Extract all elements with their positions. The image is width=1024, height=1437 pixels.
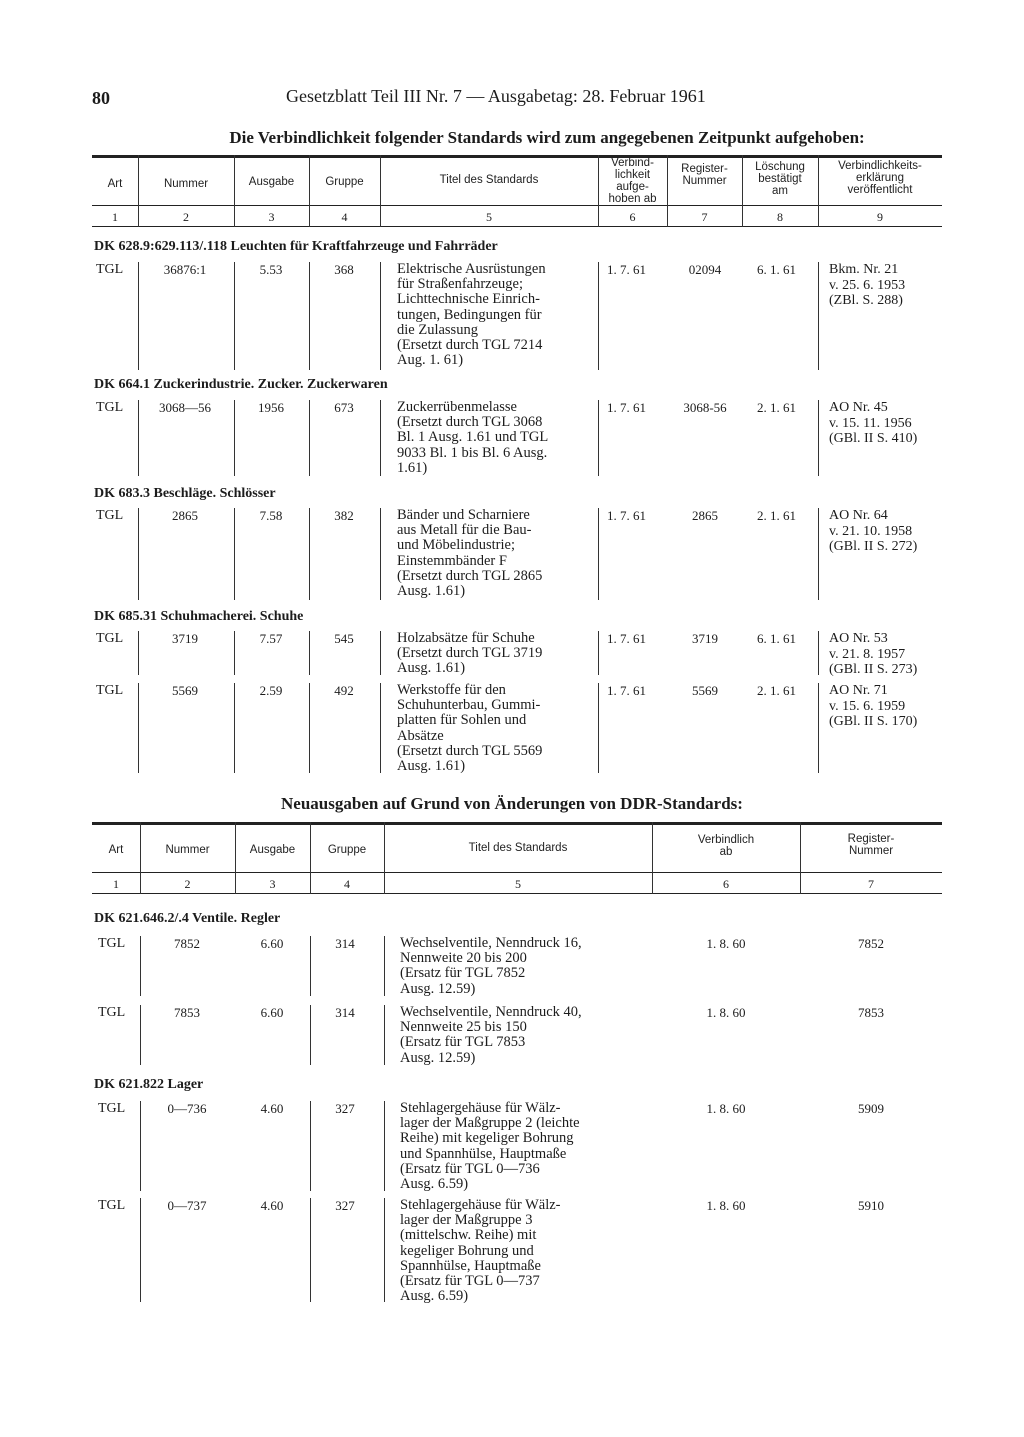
cell-register: 3719 bbox=[692, 631, 718, 646]
cell-loeschung: 2. 1. 61 bbox=[757, 683, 796, 698]
cell-ausgabe: 6.60 bbox=[260, 1005, 284, 1020]
column-divider bbox=[598, 262, 599, 370]
column-header: Ausgabe bbox=[248, 176, 295, 188]
cell-gruppe: 382 bbox=[334, 508, 354, 523]
column-divider bbox=[234, 155, 235, 227]
section1-heading: Die Verbindlichkeit folgender Standards wird zum angegebenen Zeitpunkt aufgehoben: bbox=[229, 128, 865, 147]
column-number: 5 bbox=[486, 210, 492, 224]
cell-register: 7852 bbox=[858, 936, 884, 951]
cell-loeschung: 2. 1. 61 bbox=[757, 400, 796, 415]
column-header: Gruppe bbox=[327, 844, 367, 856]
column-number: 7 bbox=[868, 877, 874, 891]
running-title: Gesetzblatt Teil III Nr. 7 — Ausgabetag: 28. Februar 1961 bbox=[286, 86, 706, 106]
column-divider bbox=[652, 822, 653, 894]
column-header: Titel des Standards bbox=[439, 174, 539, 186]
cell-aufgehoben: 1. 7. 61 bbox=[607, 400, 646, 415]
cell-aufgehoben: 1. 7. 61 bbox=[607, 262, 646, 277]
cell-ausgabe: 4.60 bbox=[260, 1101, 284, 1116]
cell-art: TGL bbox=[96, 400, 124, 415]
column-divider bbox=[818, 508, 819, 600]
column-divider bbox=[310, 1005, 311, 1065]
column-header: Löschung bestätigt am bbox=[755, 161, 805, 197]
cell-veroeffentlicht: AO Nr. 45 v. 15. 11. 1956 (GBl. II S. 410) bbox=[829, 400, 918, 446]
cell-register: 7853 bbox=[858, 1005, 884, 1020]
dk-classification: DK 628.9:629.113/.118 Leuchten für Kraftfahrzeuge und Fahrräder bbox=[94, 239, 498, 254]
cell-titel: Werkstoffe für den Schuhunterbau, Gummi- platten für Sohlen und Absätze (Ersetzt durch TGL 5569 Ausg. 1.61) bbox=[397, 682, 543, 775]
cell-titel: Bänder und Scharniere aus Metall für die Bau- und Möbelindustrie; Einstemmbänder F (Ersetzt durch TGL 2865 Ausg. 1.61) bbox=[397, 507, 543, 600]
column-number: 4 bbox=[344, 877, 350, 891]
column-divider bbox=[384, 1101, 385, 1191]
cell-register: 02094 bbox=[688, 262, 722, 277]
column-divider bbox=[310, 1198, 311, 1302]
cell-register: 3068-56 bbox=[683, 400, 727, 415]
column-header: Gruppe bbox=[325, 176, 364, 188]
cell-titel: Holzabsätze für Schuhe (Ersetzt durch TGL 3719 Ausg. 1.61) bbox=[397, 630, 543, 677]
column-divider bbox=[818, 631, 819, 675]
column-header: Art bbox=[108, 844, 124, 856]
cell-verbindlich: 1. 8. 60 bbox=[706, 1005, 746, 1020]
dk-classification: DK 621.822 Lager bbox=[94, 1077, 204, 1092]
column-divider bbox=[310, 1101, 311, 1191]
column-number: 2 bbox=[184, 877, 191, 891]
column-header: Art bbox=[107, 178, 123, 190]
column-divider bbox=[140, 1198, 141, 1302]
cell-nummer: 2865 bbox=[172, 508, 198, 523]
cell-titel: Stehlagergehäuse für Wälz- lager der Maßgruppe 2 (leichte Reihe) mit kegeliger Bohrung und Spannhülse, Hauptmaße (Ersatz für TGL 0—736 Ausg. 6.59) bbox=[400, 1100, 580, 1193]
column-header: Nummer bbox=[163, 178, 209, 190]
cell-titel: Elektrische Ausrüstungen für Straßenfahrzeuge; Lichttechnische Einrich- tungen, Bedingungen für die Zulassung (Ersetzt durch TGL 7214 Aug. 1. 61) bbox=[397, 261, 546, 369]
rule-line bbox=[92, 155, 942, 158]
column-divider bbox=[380, 508, 381, 600]
column-number: 4 bbox=[341, 210, 348, 224]
column-divider bbox=[234, 508, 235, 600]
column-divider bbox=[818, 400, 819, 476]
cell-nummer: 7852 bbox=[174, 936, 200, 951]
cell-art: TGL bbox=[96, 508, 124, 523]
cell-ausgabe: 7.57 bbox=[259, 631, 283, 646]
column-divider bbox=[138, 508, 139, 600]
column-header: Titel des Standards bbox=[468, 842, 568, 854]
rule-line bbox=[92, 822, 942, 825]
column-divider bbox=[138, 683, 139, 773]
cell-gruppe: 368 bbox=[334, 262, 354, 277]
column-divider bbox=[598, 683, 599, 773]
column-divider bbox=[234, 262, 235, 370]
cell-aufgehoben: 1. 7. 61 bbox=[607, 683, 646, 698]
rule-line bbox=[92, 226, 942, 227]
column-divider bbox=[384, 1198, 385, 1302]
cell-aufgehoben: 1. 7. 61 bbox=[607, 631, 646, 646]
cell-art: TGL bbox=[96, 683, 124, 698]
column-number: 1 bbox=[112, 210, 118, 224]
column-divider bbox=[380, 631, 381, 675]
column-header: Verbindlich ab bbox=[697, 834, 755, 858]
column-divider bbox=[598, 400, 599, 476]
cell-ausgabe: 6.60 bbox=[260, 936, 284, 951]
column-divider bbox=[309, 262, 310, 370]
cell-veroeffentlicht: AO Nr. 64 v. 21. 10. 1958 (GBl. II S. 272) bbox=[829, 508, 918, 554]
cell-verbindlich: 1. 8. 60 bbox=[706, 1101, 746, 1116]
cell-gruppe: 545 bbox=[334, 631, 354, 646]
dk-classification: DK 685.31 Schuhmacherei. Schuhe bbox=[94, 609, 304, 624]
column-number: 6 bbox=[629, 210, 636, 224]
column-number: 1 bbox=[113, 877, 119, 891]
cell-nummer: 0—736 bbox=[167, 1101, 207, 1116]
column-divider bbox=[380, 155, 381, 227]
column-divider bbox=[140, 822, 141, 894]
column-divider bbox=[310, 822, 311, 894]
cell-titel: Wechselventile, Nenndruck 40, Nennweite 25 bis 150 (Ersatz für TGL 7853 Ausg. 12.59) bbox=[400, 1004, 582, 1066]
cell-nummer: 7853 bbox=[174, 1005, 200, 1020]
column-number: 2 bbox=[183, 210, 189, 224]
cell-gruppe: 492 bbox=[334, 683, 354, 698]
cell-art: TGL bbox=[98, 1198, 126, 1213]
column-divider bbox=[309, 508, 310, 600]
cell-loeschung: 6. 1. 61 bbox=[757, 262, 796, 277]
cell-art: TGL bbox=[96, 631, 124, 646]
cell-veroeffentlicht: Bkm. Nr. 21 v. 25. 6. 1953 (ZBl. S. 288) bbox=[829, 262, 906, 308]
dk-classification: DK 664.1 Zuckerindustrie. Zucker. Zuckerwaren bbox=[94, 377, 388, 392]
column-divider bbox=[598, 508, 599, 600]
column-number: 8 bbox=[777, 210, 783, 224]
cell-ausgabe: 7.58 bbox=[259, 508, 283, 523]
section2-heading: Neuausgaben auf Grund von Änderungen von DDR-Standards: bbox=[281, 794, 743, 813]
dk-classification: DK 621.646.2/.4 Ventile. Regler bbox=[94, 911, 281, 926]
dk-classification: DK 683.3 Beschläge. Schlösser bbox=[94, 486, 276, 501]
cell-loeschung: 2. 1. 61 bbox=[757, 508, 796, 523]
column-number: 9 bbox=[877, 210, 883, 224]
cell-register: 5909 bbox=[858, 1101, 884, 1116]
column-divider bbox=[380, 400, 381, 476]
cell-gruppe: 673 bbox=[334, 400, 354, 415]
cell-nummer: 5569 bbox=[172, 683, 198, 698]
cell-gruppe: 327 bbox=[335, 1198, 355, 1213]
cell-ausgabe: 4.60 bbox=[260, 1198, 284, 1213]
column-header: Ausgabe bbox=[249, 844, 296, 856]
column-number: 5 bbox=[515, 877, 521, 891]
column-divider bbox=[140, 1101, 141, 1191]
cell-loeschung: 6. 1. 61 bbox=[757, 631, 796, 646]
column-divider bbox=[384, 822, 385, 894]
column-number: 3 bbox=[268, 210, 275, 224]
cell-art: TGL bbox=[98, 1101, 126, 1116]
cell-register: 2865 bbox=[692, 508, 718, 523]
column-divider bbox=[140, 1005, 141, 1065]
column-number: 3 bbox=[269, 877, 276, 891]
column-divider bbox=[818, 683, 819, 773]
column-divider bbox=[309, 155, 310, 227]
column-header: Register- Nummer bbox=[847, 833, 895, 857]
rule-line bbox=[92, 205, 942, 206]
cell-art: TGL bbox=[96, 262, 124, 277]
column-divider bbox=[138, 155, 139, 227]
cell-register: 5910 bbox=[858, 1198, 884, 1213]
column-number: 7 bbox=[701, 210, 708, 224]
column-divider bbox=[598, 631, 599, 675]
column-divider bbox=[140, 936, 141, 996]
cell-gruppe: 314 bbox=[335, 936, 355, 951]
cell-gruppe: 327 bbox=[335, 1101, 355, 1116]
column-divider bbox=[818, 262, 819, 370]
column-divider bbox=[309, 631, 310, 675]
cell-nummer: 0—737 bbox=[167, 1198, 207, 1213]
page-number: 80 bbox=[92, 88, 110, 108]
column-divider bbox=[380, 683, 381, 773]
cell-veroeffentlicht: AO Nr. 71 v. 15. 6. 1959 (GBl. II S. 170) bbox=[829, 683, 918, 729]
column-divider bbox=[309, 400, 310, 476]
cell-gruppe: 314 bbox=[335, 1005, 355, 1020]
column-header: Verbind- lichkeit aufge- hoben ab bbox=[608, 157, 657, 205]
column-divider bbox=[234, 683, 235, 773]
cell-nummer: 36876:1 bbox=[163, 262, 207, 277]
cell-ausgabe: 2.59 bbox=[259, 683, 283, 698]
column-divider bbox=[310, 936, 311, 996]
rule-line bbox=[92, 893, 942, 894]
cell-verbindlich: 1. 8. 60 bbox=[706, 936, 746, 951]
cell-nummer: 3068—56 bbox=[159, 400, 211, 415]
rule-line bbox=[92, 872, 942, 873]
cell-ausgabe: 5.53 bbox=[259, 262, 283, 277]
column-header: Nummer bbox=[165, 844, 210, 856]
cell-art: TGL bbox=[98, 1005, 126, 1020]
column-divider bbox=[309, 683, 310, 773]
cell-nummer: 3719 bbox=[172, 631, 198, 646]
column-header: Register- Nummer bbox=[681, 163, 728, 187]
column-divider bbox=[234, 631, 235, 675]
column-divider bbox=[384, 1005, 385, 1065]
cell-register: 5569 bbox=[692, 683, 718, 698]
column-divider bbox=[138, 400, 139, 476]
column-header: Verbindlichkeits- erklärung veröffentlicht bbox=[838, 160, 922, 196]
cell-verbindlich: 1. 8. 60 bbox=[706, 1198, 746, 1213]
cell-veroeffentlicht: AO Nr. 53 v. 21. 8. 1957 (GBl. II S. 273) bbox=[829, 631, 918, 677]
column-divider bbox=[138, 262, 139, 370]
column-divider bbox=[384, 936, 385, 996]
cell-aufgehoben: 1. 7. 61 bbox=[607, 508, 646, 523]
cell-art: TGL bbox=[98, 936, 126, 951]
cell-ausgabe: 1956 bbox=[258, 400, 284, 415]
cell-titel: Wechselventile, Nenndruck 16, Nennweite 20 bis 200 (Ersatz für TGL 7852 Ausg. 12.59) bbox=[400, 935, 582, 997]
column-divider bbox=[380, 262, 381, 370]
cell-titel: Zuckerrübenmelasse (Ersetzt durch TGL 3068 Bl. 1 Ausg. 1.61 und TGL 9033 Bl. 1 bis Bl. 6 Ausg. 1.61) bbox=[397, 399, 549, 476]
column-divider bbox=[235, 822, 236, 894]
cell-titel: Stehlagergehäuse für Wälz- lager der Maßgruppe 3 (mittelschw. Reihe) mit kegeliger Bohrung und Spannhülse, Hauptmaße (Ersatz für TGL 0—737 Ausg. 6.59) bbox=[400, 1197, 561, 1305]
column-number: 6 bbox=[723, 877, 729, 891]
column-divider bbox=[234, 400, 235, 476]
column-divider bbox=[138, 631, 139, 675]
